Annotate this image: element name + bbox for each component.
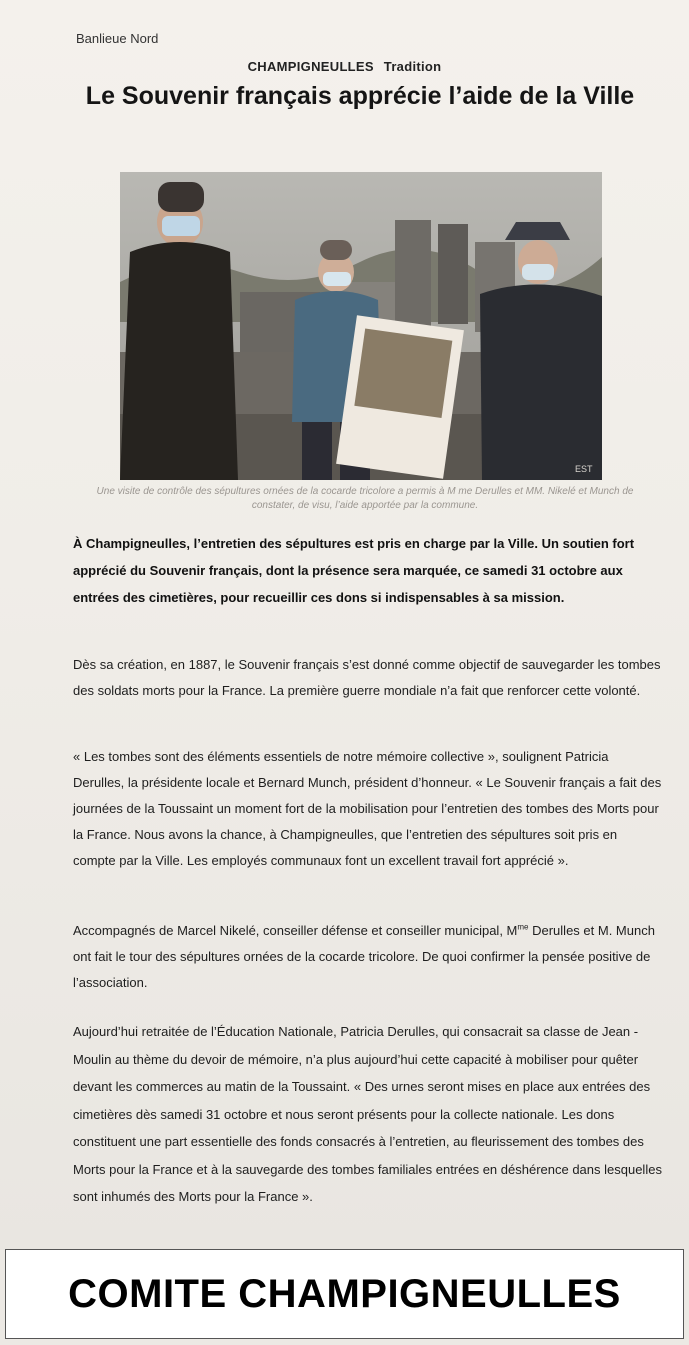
photo-caption: Une visite de contrôle des sépultures ornées de la cocarde tricolore a permis à M me Derulles et MM. Nikelé et Munch de constater, de visu, l’aide apportée par la commune. <box>96 486 634 511</box>
paragraph-text: Derulles et M. Munch ont fait le tour des sépultures ornées de la cocarde tricolore. De quoi confirmer la pensée positive de l’association. <box>73 923 655 990</box>
kicker-place: CHAMPIGNEULLES <box>247 59 374 74</box>
article-lead: À Champigneulles, l’entretien des sépultures est pris en charge par la Ville. Un soutien fort apprécié du Souvenir français, dont la présence sera marquée, ce samedi 31 octobre aux entrées des cimetières, pour recueillir ces dons si indispensables à sa mission. <box>73 536 635 605</box>
cemetery-photo-illustration <box>120 172 602 480</box>
section-label: Banlieue Nord <box>76 31 159 46</box>
kicker-tag: Tradition <box>383 59 442 74</box>
article-photo <box>120 172 602 480</box>
footer-banner <box>5 1249 684 1339</box>
article-paragraph: Dès sa création, en 1887, le Souvenir français s’est donné comme objectif de sauvegarder les tombes des soldats morts pour la France. La première guerre mondiale n’a fait que renforcer cette volonté. <box>73 657 661 698</box>
article-kicker <box>0 59 689 74</box>
article-paragraph <box>73 918 663 996</box>
article-paragraph: « Les tombes sont des éléments essentiels de notre mémoire collective », soulignent Patricia Derulles, la présidente locale et Bernard Munch, président d’honneur. « Le Souvenir français a fait des journées de la Toussaint un moment fort de la mobilisation pour l’entretien des tombes des Morts pour la France. Nous avons la chance, à Champigneulles, que l’entretien des sépultures soit pris en compte par la Ville. Les employés communaux font un excellent travail fort apprécié ». <box>73 749 662 868</box>
paragraph-text: Accompagnés de Marcel Nikelé, conseiller défense et conseiller municipal, M <box>73 923 518 938</box>
footer-label: COMITE CHAMPIGNEULLES <box>68 1271 621 1316</box>
article-headline: Le Souvenir français apprécie l’aide de la Ville <box>85 82 635 110</box>
photo-credit: EST <box>575 464 593 474</box>
superscript-abbrev: me <box>517 922 529 932</box>
article-paragraph: Aujourd’hui retraitée de l’Éducation Nationale, Patricia Derulles, qui consacrait sa classe de Jean -Moulin au thème du devoir de mémoire, n’a plus aujourd’hui cette capacité à mobiliser pour quêter devant les commerces au matin de la Toussaint. « Des urnes seront mises en place aux entrées des cimetières dès samedi 31 octobre et nous seront présents pour la collecte nationale. Les dons constituent une part essentielle des fonds consacrés à l’entretien, au fleurissement des tombes des Morts pour la France et à la sauvegarde des tombes familiales entrées en déshérence dans lesquelles sont inhumés des Morts pour la France ». <box>73 1024 662 1204</box>
